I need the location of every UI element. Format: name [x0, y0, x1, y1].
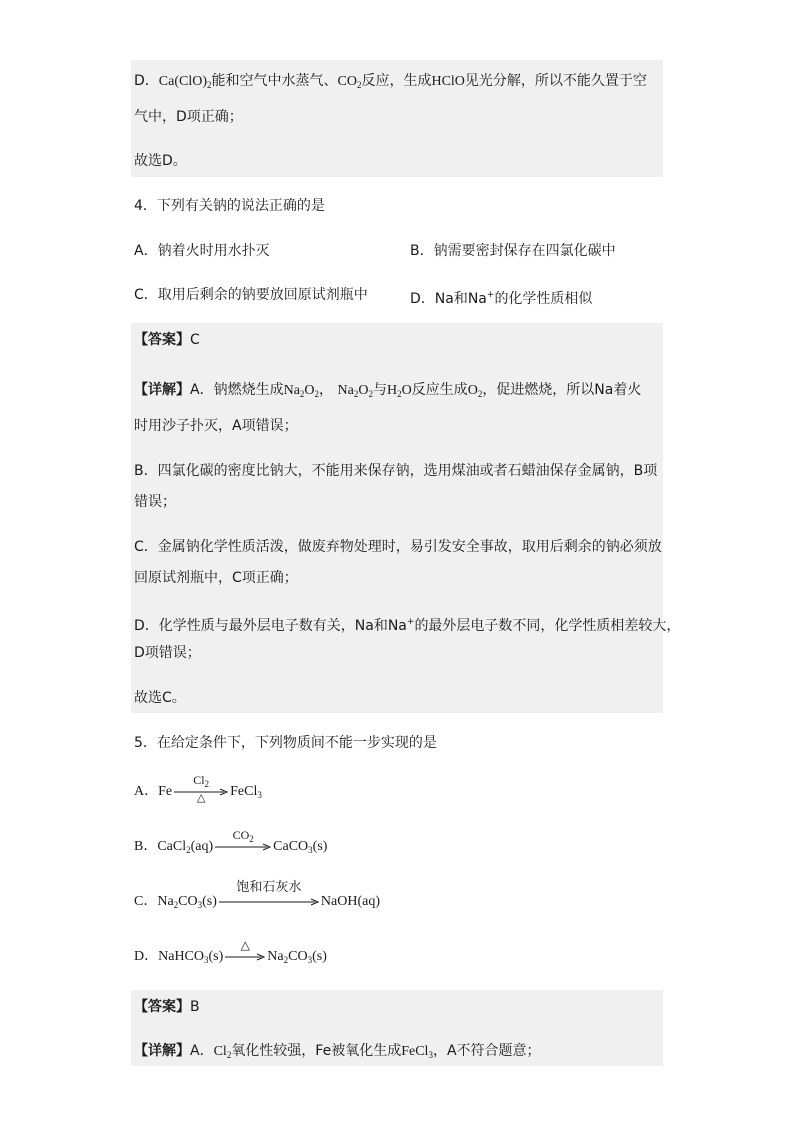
q4-option-a: A．钠着火时用水扑灭: [134, 243, 270, 259]
formula: $H_2O$: [386, 383, 412, 399]
q4-detail-b-line1: B．四氯化碳的密度比钠大，不能用来保存钠，选用煤油或者石蜡油保存金属钠，B项: [134, 463, 658, 479]
q4-detail-d-line2: D项错误；: [134, 645, 201, 661]
q4-detail-b-line2: 错误；: [134, 494, 176, 510]
formula: $Na_2O_2$: [283, 383, 320, 399]
q5-answer: 【答案】B: [134, 999, 200, 1015]
explanation-choose: 故选D。: [134, 153, 187, 169]
q5-detail-a: 【详解】A．$Cl_2$氧化性较强，Fe被氧化生成FeCl$_3$，A不符合题意；: [134, 1043, 541, 1060]
reaction-arrow: $CO_2$: [215, 843, 271, 851]
q4-option-c: C．取用后剩余的钠要放回原试剂瓶中: [134, 287, 368, 303]
q4-choose: 故选C。: [134, 690, 186, 706]
q5-option-b: B．CaCl$_2$(aq) $CO_2$ CaCO$_3$(s): [134, 827, 328, 855]
q4-option-d: D．Na和Na+的化学性质相似: [410, 290, 593, 307]
question-5-stem: 5．在给定条件下，下列物质间不能一步实现的是: [134, 735, 437, 751]
formula: $Ca(ClO)_2$: [158, 74, 212, 90]
q4-detail-c-line2: 回原试剂瓶中，C项正确；: [134, 570, 298, 586]
formula: $Cl_2$: [213, 1044, 232, 1060]
explanation-d-line2: 气中，D项正确；: [134, 109, 243, 125]
reaction-arrow: △: [225, 953, 265, 961]
formula: $Na_2O_2$: [337, 383, 373, 399]
q5-option-a: A．Fe $Cl_2$ △ FeCl$_3$: [134, 772, 262, 804]
formula: $CO_2$: [337, 74, 362, 90]
reaction-arrow: $Cl_2$ △: [174, 788, 228, 796]
formula: $O_2$: [467, 383, 483, 399]
q4-detail-d-line1: D．化学性质与最外层电子数有关，Na和Na+的最外层电子数不同，化学性质相差较大，: [134, 617, 681, 634]
q5-option-d: D．NaHCO$_3$(s) △ $Na_2CO_3(s)$: [134, 937, 327, 965]
question-4-stem: 4．下列有关钠的说法正确的是: [134, 198, 325, 214]
q5-option-c: C．$Na_2CO_3(s)$ 饱和石灰水 NaOH(aq): [134, 879, 380, 910]
formula: FeCl$_3$: [401, 1044, 433, 1060]
q4-detail-a-line2: 时用沙子扑灭，A项错误；: [134, 418, 298, 434]
reaction-arrow: 饱和石灰水: [219, 898, 319, 906]
q4-detail-a-line1: 【详解】A．钠燃烧生成$Na_2O_2$， $Na_2O_2$与$H_2O$反应生成$O_2$，促进燃烧，所以Na着火: [134, 382, 642, 399]
q4-option-b: B．钠需要密封保存在四氯化碳中: [410, 243, 616, 259]
explanation-d-line1: D．$Ca(ClO)_2$能和空气中水蒸气、$CO_2$反应，生成HClO见光分解，所以不能久置于空: [134, 73, 647, 90]
q4-detail-c-line1: C．金属钠化学性质活泼，做废弃物处理时，易引发安全事故，取用后剩余的钠必须放: [134, 539, 662, 555]
q4-answer: 【答案】C: [134, 332, 200, 348]
